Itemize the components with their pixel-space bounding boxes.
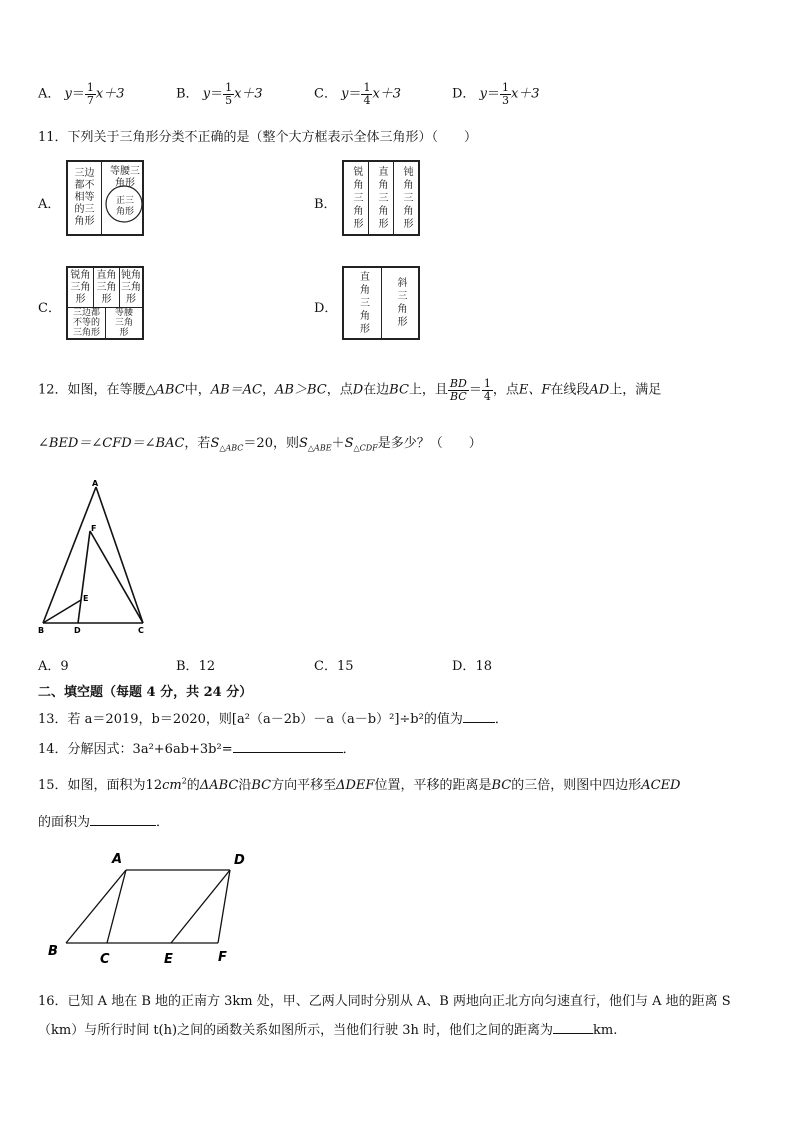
q11-label-d: D． [314, 301, 338, 316]
q16-stem-line1: 16．已知 A 地在 B 地的正南方 3km 处，甲、乙两人同时分别从 A、B 两地向正北方向匀速直行，他们与 A 地的距离 S [38, 994, 731, 1009]
q11-a-left-cell: 三边都不相等的三角形 [68, 162, 102, 234]
q13-answer-blank[interactable] [463, 710, 495, 723]
q10-option-d: D． y＝ $\frac{1}{3}$ x＋3 [452, 81, 540, 107]
q11-c-bottom-2: 等腰三角形 [114, 308, 133, 338]
q11-diagram-c [66, 266, 144, 340]
q12-option-a: A．9 [38, 659, 69, 674]
q11-a-right-label: 等腰三角形 [110, 166, 140, 189]
q11-c-top-1: 锐角三角形 [68, 268, 94, 308]
q10-option-b: B． y＝ $\frac{1}{5}$ x＋3 [176, 81, 263, 107]
q11-diagram-b [342, 160, 420, 236]
q12-option-c: C．15 [314, 659, 354, 674]
q11-stem: 11．下列关于三角形分类不正确的是（整个大方框表示全体三角形）（ ） [38, 130, 478, 145]
q11-label-a: A． [38, 197, 61, 212]
q13-text: 13．若 a＝2019，b＝2020，则[a²（a－2b）－a（a－b）²]÷b²的值为 ． [38, 712, 508, 727]
section-heading: 二、填空题（每题 4 分，共 24 分） [38, 685, 253, 700]
q15-label-f: F [218, 950, 227, 965]
q11-c-top-3: 钝角三角形 [120, 268, 142, 308]
q11-b-cell-1: 锐角三角形 [344, 162, 369, 234]
q11-d-cell-2: 斜三角形 [395, 277, 406, 329]
q11-b-cell-3: 钝角三角形 [401, 165, 412, 231]
q11-a-inner-label: 正三角形 [116, 196, 135, 217]
q14-answer-blank[interactable] [233, 740, 343, 753]
q16-answer-blank[interactable] [553, 1021, 593, 1034]
q15-stem-line2: 的面积为 ． [38, 815, 170, 830]
q11-diagram-d [342, 266, 420, 340]
q11-diagram-a [66, 160, 144, 236]
q12-option-b: B．12 [176, 659, 216, 674]
q15-figure [40, 845, 260, 970]
q15-label-e: E [164, 952, 173, 967]
q12-figure [30, 475, 160, 640]
q12-label-a: A [92, 479, 99, 488]
q15-label-a: A [112, 852, 123, 867]
q15-answer-blank[interactable] [90, 813, 156, 826]
q11-label-c: C． [38, 301, 61, 316]
q11-c-top-2: 直角三角形 [94, 268, 120, 308]
q10-option-a: A． y＝ $\frac{1}{7}$ x＋3 [38, 81, 125, 107]
q15-stem-line1: 15．如图，面积为$12cm^2$的ΔABC沿BC方向平移至ΔDEF位置，平移的距离是BC的三倍，则图中四边形ACED [38, 776, 681, 793]
q11-d-cell-1: 直角三角形 [344, 268, 382, 338]
q15-label-b: B [48, 944, 58, 959]
q12-label-b: B [38, 626, 45, 635]
q12-label-e: E [83, 594, 89, 603]
q12-label-f: F [91, 524, 97, 533]
q16-stem-line2: （km）与所行时间 t(h)之间的函数关系如图所示，当他们行驶 3h 时，他们之间的距离为 km. [38, 1023, 618, 1038]
q15-label-d: D [234, 853, 245, 868]
q12-label-c: C [138, 626, 144, 635]
q12-stem-line2: ∠BED＝∠CFD＝∠BAC，若$S_{\triangle ABC}=20$，则$S_{\triangle ABE}+S_{\triangle CDF}$是多少？（ ） [38, 436, 482, 453]
q15-label-c: C [100, 952, 110, 967]
q14-text: 14．分解因式：3a²+6ab+3b²= ． [38, 742, 356, 757]
q12-stem-line1: 12．如图，在等腰△ABC中，AB＝AC，AB＞BC，点D在边BC上，且 $\frac{BD}{BC}$ ＝ $\frac{1}{4}$ ，点E、F在线段AD上，满足 [38, 377, 662, 403]
q11-b-cell-2: 直角三角形 [369, 162, 394, 234]
q11-c-bottom-1: 三边都不等的三角形 [68, 308, 106, 338]
q12-option-d: D．18 [452, 659, 492, 674]
q11-label-b: B． [314, 197, 337, 212]
q12-label-d: D [74, 626, 81, 635]
q10-option-c: C． y＝ $\frac{1}{4}$ x＋3 [314, 81, 402, 107]
